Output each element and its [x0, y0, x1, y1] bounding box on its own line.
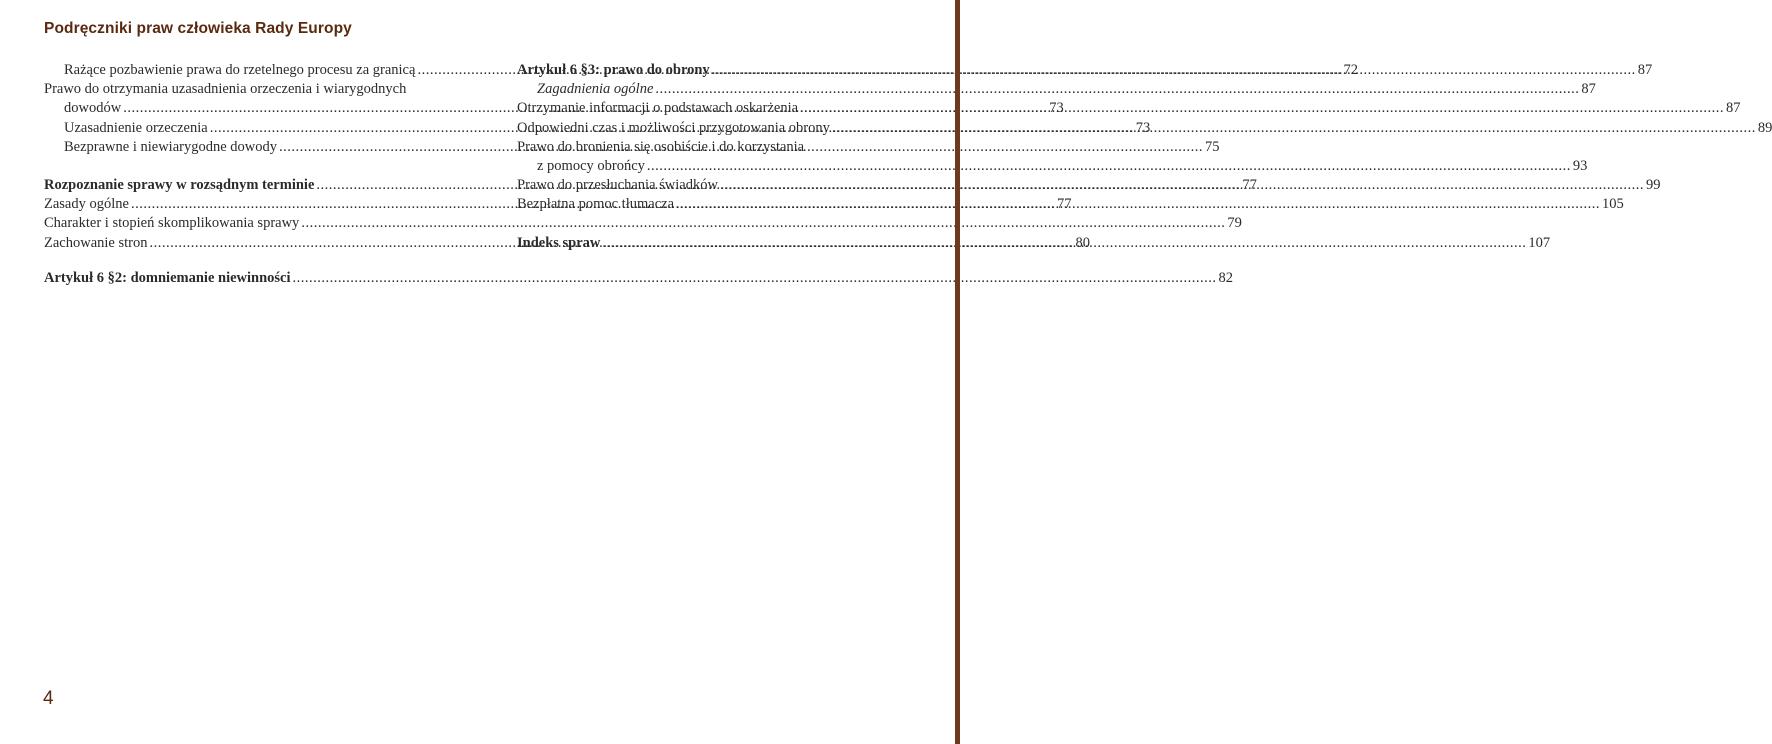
toc-leader	[293, 269, 1217, 288]
toc-entry-page: 72	[1343, 62, 1358, 78]
toc-entry-label-line1: Prawo do bronienia się osobiście i do korzystania	[517, 138, 805, 155]
toc-entry-page: 80	[1075, 234, 1090, 251]
toc-entry-label-line2: z pomocy obrońcy	[537, 158, 645, 175]
toc-entry-page: 99	[1645, 177, 1661, 194]
toc-heading-page: 77	[1242, 177, 1257, 194]
toc-leader	[712, 61, 1636, 80]
toc-entry[interactable]	[44, 214, 1242, 233]
toc-entry-page: 73	[1049, 100, 1064, 117]
toc-heading-label: Indeks spraw	[517, 234, 601, 251]
toc-entry-page: 73	[1135, 119, 1151, 136]
toc-heading-page: 107	[1528, 234, 1551, 251]
spacer	[44, 157, 487, 176]
toc-entry-label-line1: Prawo do otrzymania uzasadnienia orzeczenia i wiarygodnych	[44, 81, 407, 98]
toc-entry-page: 75	[1205, 138, 1220, 155]
toc-heading-label: Rozpoznanie sprawy w rozsądnym terminie	[44, 177, 315, 194]
toc-entry-label: Odpowiedni czas i możliwości przygotowania obrony	[517, 119, 830, 136]
toc-entry-page: 87	[1581, 81, 1596, 98]
toc-entry-page: 87	[1726, 100, 1741, 117]
page-header-title: Podręczniki praw człowieka Rady Europy	[44, 20, 352, 37]
toc-heading-label: Artykuł 6 §3: prawo do obrony	[517, 62, 710, 78]
toc-entry-page: 77	[1056, 196, 1072, 213]
toc-leader	[800, 99, 1724, 118]
toc-leader	[647, 157, 1571, 176]
toc-entry-label: Rażące pozbawienie prawa do rzetelnego procesu za granicą	[64, 62, 416, 78]
toc-entry-page: 105	[1602, 196, 1624, 213]
toc-entry-label: Uzasadnienie orzeczenia	[64, 119, 208, 136]
toc-leader	[602, 234, 1526, 253]
toc-entry[interactable]	[517, 80, 1596, 99]
toc-entry-label: Zachowanie stron	[44, 234, 148, 251]
page-edge-bar	[955, 0, 960, 744]
page-number: 4	[43, 688, 54, 709]
toc-entry-label: Prawo do przesłuchania świadków	[517, 177, 718, 194]
toc-entry-label: Bezpłatna pomoc tłumacza	[517, 196, 675, 213]
toc-entry-page: 79	[1227, 215, 1242, 232]
toc-leader	[832, 119, 1756, 138]
toc-entry-label: Zagadnienia ogólne	[537, 81, 654, 98]
spacer	[44, 253, 487, 269]
toc-leader	[655, 80, 1579, 99]
toc-entry-page: 93	[1572, 158, 1588, 175]
toc-heading-page: 82	[1218, 269, 1234, 286]
toc-entry-label-line2: dowodów	[64, 100, 122, 117]
toc-leader	[676, 195, 1600, 214]
toc-entry-label: Otrzymanie informacji o podstawach oskarżenia	[517, 100, 799, 117]
toc-heading-page: 87	[1637, 62, 1653, 78]
toc-heading-label: Artykuł 6 §2: domniemanie niewinności	[44, 269, 291, 286]
toc-leader	[720, 176, 1644, 195]
toc-entry-label: Bezprawne i niewiarygodne dowody	[64, 138, 278, 155]
toc-entry-page: 89	[1757, 119, 1772, 136]
toc-entry-label: Charakter i stopień skomplikowania sprawy	[44, 215, 300, 232]
toc-entry-label: Zasady ogólne	[44, 196, 129, 213]
spacer	[517, 215, 962, 234]
toc-section-heading[interactable]	[44, 269, 1234, 288]
